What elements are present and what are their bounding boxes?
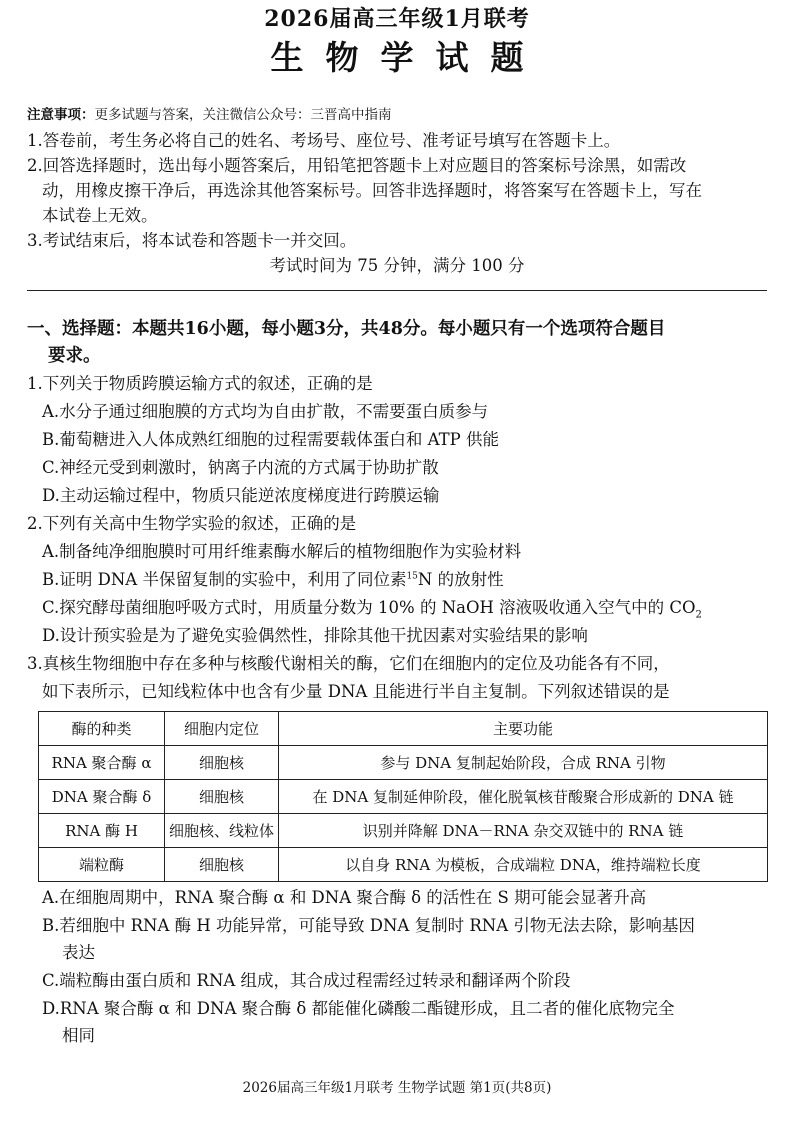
table-cell: RNA 酶 H (39, 814, 165, 848)
q3-option-d-cont: 相同 (62, 1026, 95, 1045)
table-row (39, 848, 768, 882)
isotope-mass: 15 (406, 571, 418, 582)
section-heading-cont: 要求。 (48, 346, 101, 366)
q3-option-c: C.端粒酶由蛋白质和 RNA 组成，其合成过程需经过转录和翻译两个阶段 (42, 971, 571, 990)
table-cell: 细胞核 (165, 746, 279, 780)
co2-subscript: 2 (695, 609, 702, 621)
exam-title: 2026届高三年级1月联考 (264, 6, 530, 32)
table-row (39, 814, 768, 848)
notice-item-1: 1.答卷前，考生务必将自己的姓名、考场号、座位号、准考证号填写在答题卡上。 (27, 131, 621, 150)
exam-time: 考试时间为 75 分钟，满分 100 分 (269, 256, 525, 275)
q3-option-d: D.RNA 聚合酶 α 和 DNA 聚合酶 δ 都能催化磷酸二酯键形成，且二者的催化底物完全 (42, 999, 675, 1018)
q2-option-a: A.制备纯净细胞膜时可用纤维素酶水解后的植物细胞作为实验材料 (42, 542, 522, 561)
table-cell: 以自身 RNA 为模板，合成端粒 DNA，维持端粒长度 (279, 848, 768, 882)
page-footer: 2026届高三年级1月联考 生物学试题 第1页(共8页) (242, 1080, 552, 1096)
table-cell: RNA 聚合酶 α (39, 746, 165, 780)
q2-option-b-text-end: N 的放射性 (417, 570, 504, 589)
table-header: 酶的种类 (39, 712, 165, 746)
q3-option-b-cont: 表达 (62, 943, 95, 962)
notice-item-2-cont: 动，用橡皮擦干净后，再选涂其他答案标号。回答非选择题时，将答案写在答题卡上，写在 (42, 181, 702, 200)
notice-item-3: 3.考试结束后，将本试卷和答题卡一并交回。 (27, 231, 357, 250)
q1-option-b: B.葡萄糖进入人体成熟红细胞的过程需要载体蛋白和 ATP 供能 (42, 430, 499, 449)
table-header: 细胞内定位 (165, 712, 279, 746)
q1-option-a: A.水分子通过细胞膜的方式均为自由扩散，不需要蛋白质参与 (42, 402, 489, 421)
notice-item-2: 2.回答选择题时，选出每小题答案后，用铅笔把答题卡上对应题目的答案标号涂黑，如需改 (27, 156, 687, 175)
divider (27, 290, 767, 291)
table-row (39, 746, 768, 780)
table-header: 主要功能 (279, 712, 768, 746)
table-cell: 识别并降解 DNA－RNA 杂交双链中的 RNA 链 (279, 814, 768, 848)
table-cell: 细胞核、线粒体 (165, 814, 279, 848)
q3-stem: 3.真核生物细胞中存在多种与核酸代谢相关的酶，它们在细胞内的定位及功能各有不同， (27, 654, 670, 673)
table-cell: 细胞核 (165, 848, 279, 882)
q1-stem: 1.下列关于物质跨膜运输方式的叙述，正确的是 (27, 374, 373, 393)
table-cell: 参与 DNA 复制起始阶段，合成 RNA 引物 (279, 746, 768, 780)
table-cell: 细胞核 (165, 780, 279, 814)
table-cell: DNA 聚合酶 δ (39, 780, 165, 814)
table-cell: 端粒酶 (39, 848, 165, 882)
notice-item-2-cont2: 本试卷上无效。 (42, 206, 158, 225)
table-header-row (39, 712, 768, 746)
q3-option-b: B.若细胞中 RNA 酶 H 功能异常，可能导致 DNA 复制时 RNA 引物无法去除，影响基因 (42, 916, 695, 935)
enzyme-table (38, 711, 768, 882)
table-row (39, 780, 768, 814)
q1-option-d: D.主动运输过程中，物质只能逆浓度梯度进行跨膜运输 (42, 486, 440, 505)
q1-option-c: C.神经元受到刺激时，钠离子内流的方式属于协助扩散 (42, 458, 439, 477)
notice-heading (27, 104, 392, 126)
q2-option-c (42, 597, 702, 619)
table-cell: 在 DNA 复制延伸阶段，催化脱氧核苷酸聚合形成新的 DNA 链 (279, 780, 768, 814)
q2-option-b-text: B.证明 DNA 半保留复制的实验中，利用了同位素 (42, 570, 407, 589)
q3-stem-cont: 如下表所示，已知线粒体中也含有少量 DNA 且能进行半自主复制。下列叙述错误的是 (42, 682, 670, 701)
section-heading: 一、选择题：本题共16小题，每小题3分，共48分。每小题只有一个选项符合题目 (27, 319, 666, 339)
q2-stem: 2.下列有关高中生物学实验的叙述，正确的是 (27, 514, 357, 533)
notice-extra: 更多试题与答案，关注微信公众号：三晋高中指南 (94, 107, 392, 123)
notice-label: 注意事项： (27, 107, 95, 123)
q3-option-a: A.在细胞周期中，RNA 聚合酶 α 和 DNA 聚合酶 δ 的活性在 S 期可能会显著升高 (42, 888, 647, 907)
q2-option-b (42, 569, 504, 591)
q2-option-d: D.设计预实验是为了避免实验偶然性，排除其他干扰因素对实验结果的影响 (42, 626, 588, 645)
subject-title: 生物学试题 (270, 38, 546, 77)
q2-option-c-text: C.探究酵母菌细胞呼吸方式时，用质量分数为 10% 的 NaOH 溶液吸收通入空气中的 CO (42, 598, 696, 617)
